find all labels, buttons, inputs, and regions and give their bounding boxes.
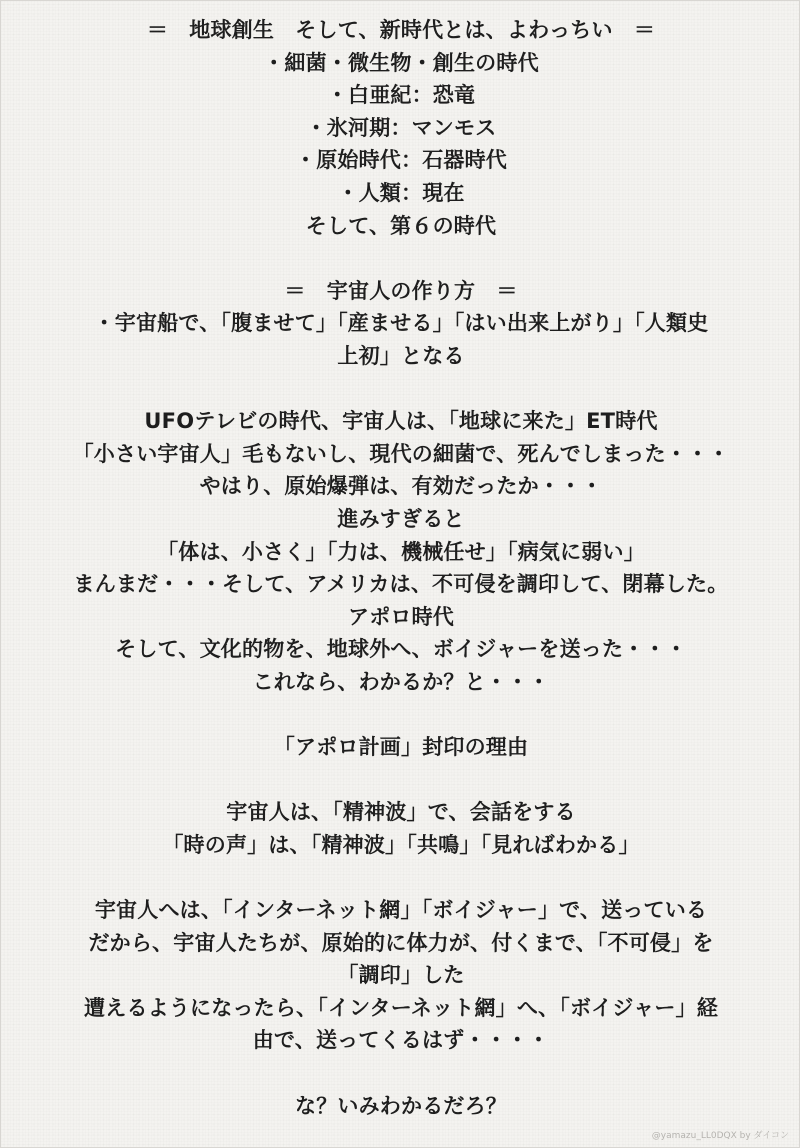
blank-line: [11, 764, 791, 797]
blank-line: [11, 861, 791, 894]
text-line: UFOテレビの時代、宇宙人は、「地球に来た」ET時代: [144, 409, 658, 434]
text-line: アポロ時代: [348, 604, 454, 629]
text-line: ・氷河期：マンモス: [305, 115, 497, 140]
text-line: ＝ 地球創生 そして、新時代とは、よわっちい ＝: [146, 18, 656, 42]
text-line: 「アポロ計画」封印の理由: [273, 735, 529, 760]
text-line: ・細菌・微生物・創生の時代: [263, 50, 539, 75]
text-line: 上初」となる: [337, 343, 465, 368]
text-line: だから、宇宙人たちが、原始的に体力が、付くまで、「不可侵」を: [88, 930, 714, 955]
text-line: な？いみわかるだろ？: [295, 1093, 507, 1118]
text-line: 宇宙人へは、「インターネット網」「ボイジャー」で、送っている: [94, 898, 708, 923]
watermark: @yamazu_LL0DQX by ダイコン: [651, 1131, 789, 1141]
text-line: 由で、送ってくるはず・・・・: [252, 1028, 550, 1053]
text-line: まんまだ・・・そして、アメリカは、不可侵を調印して、閉幕した。: [73, 572, 729, 597]
text-line: ・人類：現在: [337, 180, 465, 205]
text-line: 宇宙人は、「精神波」で、会話をする: [226, 800, 576, 825]
text-line: やはり、原始爆弾は、有効だったか・・・: [199, 474, 603, 499]
text-line: ・原始時代：石器時代: [295, 148, 507, 173]
text-line: 「小さい宇宙人」毛もないし、現代の細菌で、死んでしまった・・・: [72, 441, 730, 466]
text-line: そして、文化的物を、地球外へ、ボイジャーを送った・・・: [115, 637, 687, 662]
text-line: そして、第６の時代: [305, 213, 497, 238]
text-line: 「調印」した: [337, 963, 465, 988]
text-line: 進みすぎると: [337, 506, 465, 531]
text-line: 「体は、小さく」「力は、機械任せ」「病気に弱い」: [157, 539, 645, 564]
text-line: ・白亜紀：恐竜: [326, 83, 476, 108]
document-text: [11, 14, 791, 1122]
text-line: これなら、わかるか？と・・・: [252, 669, 550, 694]
blank-line: [11, 373, 791, 406]
blank-line: [11, 698, 791, 731]
blank-line: [11, 1057, 791, 1090]
text-line: 「時の声」は、「精神波」「共鳴」「見ればわかる」: [162, 832, 640, 857]
blank-line: [11, 242, 791, 275]
text-line: 遭えるようになったら、「インターネット網」へ、「ボイジャー」経: [84, 995, 718, 1020]
text-line: ・宇宙船で、「腹ませて」「産ませる」「はい出来上がり」「人類史: [93, 311, 709, 336]
text-line: ＝ 宇宙人の作り方 ＝: [284, 278, 518, 303]
